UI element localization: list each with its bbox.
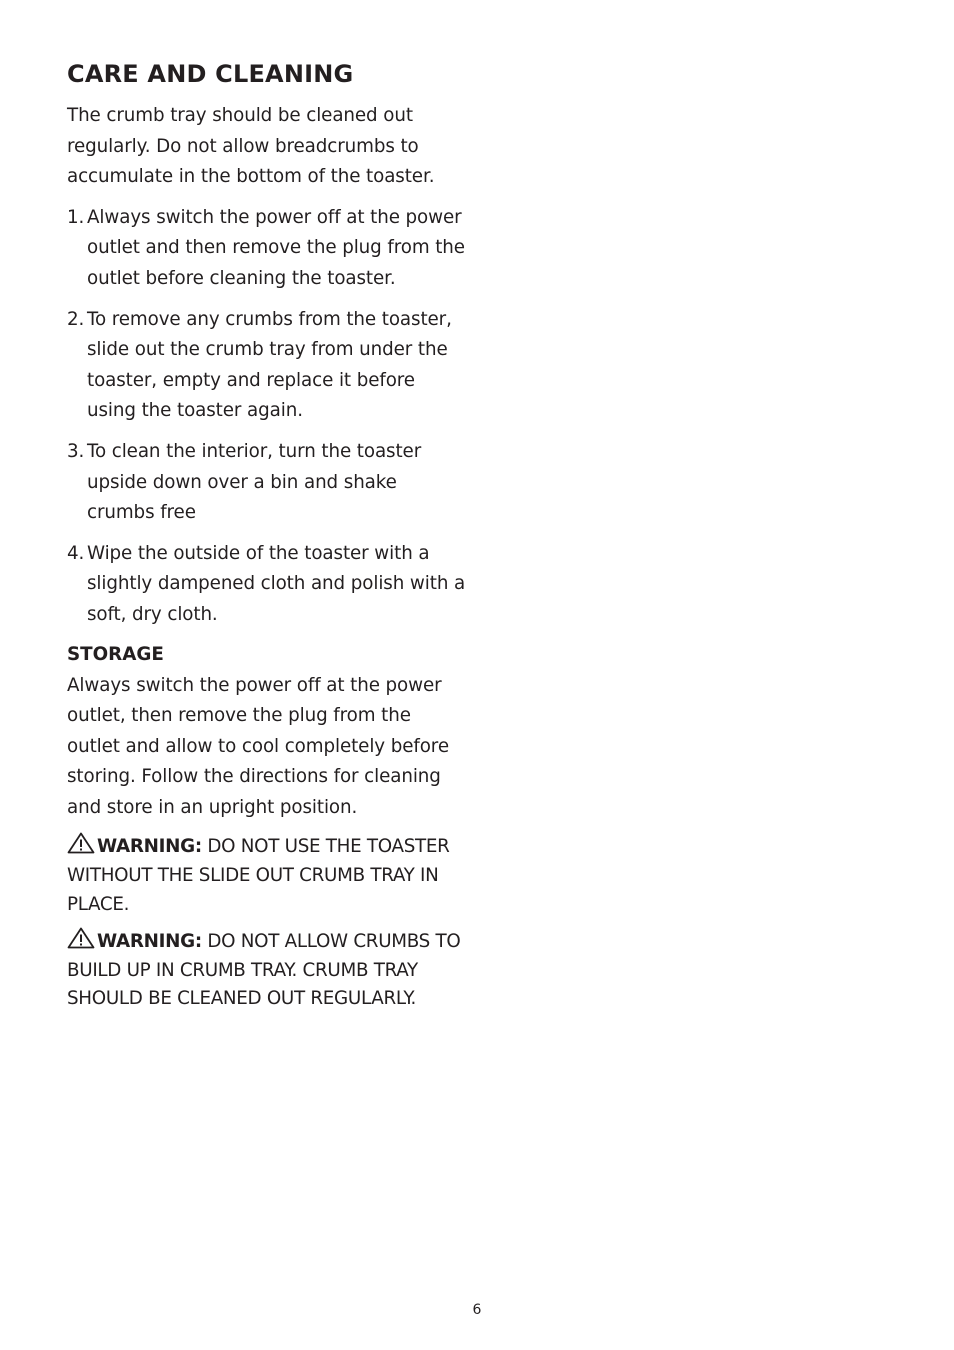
list-item: [67, 539, 467, 631]
list-item: [67, 305, 467, 427]
warning-triangle-icon: [67, 832, 95, 854]
page-number: 6: [472, 1302, 482, 1318]
storage-heading: STORAGE: [67, 643, 164, 665]
warning-label: WARNING:: [97, 836, 202, 858]
step-text: Always switch the power off at the power outlet and then remove the plug from the outlet before cleaning the toaster.: [87, 206, 465, 289]
list-item: [67, 437, 467, 529]
warning-text: DO NOT ALLOW CRUMBS TO BUILD UP IN CRUMB TRAY. CRUMB TRAY SHOULD BE CLEANED OUT REGULARLY.: [67, 930, 461, 1010]
step-number: 3.: [67, 440, 85, 462]
warning-label: WARNING:: [97, 930, 202, 952]
warning-block: [67, 927, 467, 1014]
step-text: Wipe the outside of the toaster with a slightly dampened cloth and polish with a soft, dry cloth.: [87, 542, 466, 625]
warning-triangle-icon: [67, 927, 95, 949]
step-text: To clean the interior, turn the toaster upside down over a bin and shake crumbs free: [87, 440, 422, 524]
storage-paragraph: Always switch the power off at the power outlet, then remove the plug from the outlet and allow to cool completely before storing. Follow the directions for cleaning and store in an upright position.: [67, 674, 449, 818]
content-column: [67, 58, 467, 1021]
warning-block: [67, 832, 467, 919]
step-number: 1.: [67, 206, 85, 228]
page-title: CARE AND CLEANING: [67, 60, 354, 88]
warning-text: DO NOT USE THE TOASTER WITHOUT THE SLIDE OUT CRUMB TRAY IN PLACE.: [67, 836, 450, 916]
step-number: 2.: [67, 308, 85, 330]
list-item: [67, 203, 467, 295]
step-text: To remove any crumbs from the toaster, slide out the crumb tray from under the toaster, empty and replace it before using the toaster again.: [87, 308, 452, 422]
cleaning-steps-list: [67, 203, 467, 631]
intro-paragraph: The crumb tray should be cleaned out regularly. Do not allow breadcrumbs to accumulate in the bottom of the toaster.: [67, 105, 435, 188]
step-number: 4.: [67, 542, 85, 564]
